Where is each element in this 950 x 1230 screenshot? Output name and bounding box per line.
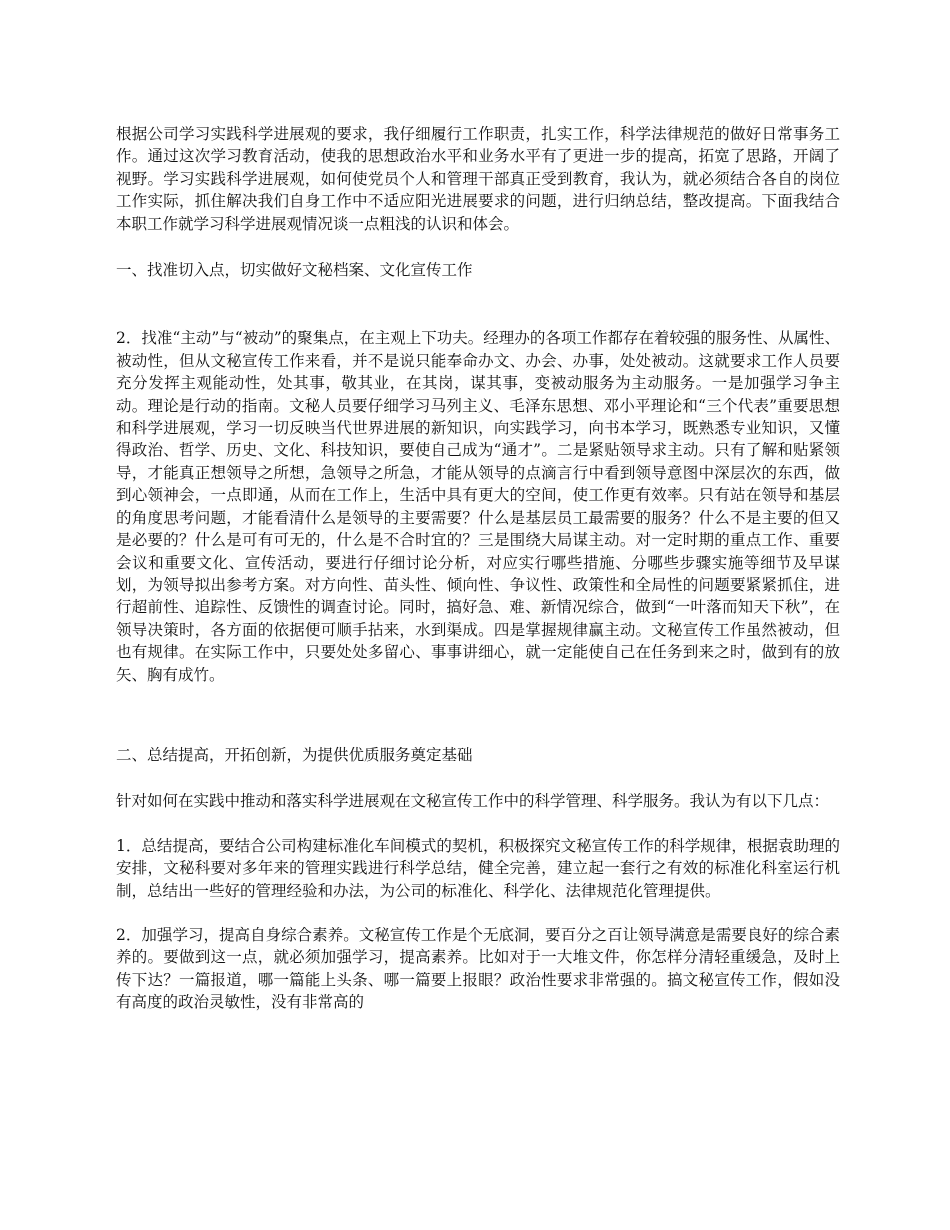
- blank-space: [116, 686, 840, 744]
- section-one-heading: 一、找准切入点，切实做好文秘档案、文化宣传工作: [116, 261, 473, 280]
- section-two-item-one-paragraph: 1．总结提高，要结合公司构建标准化车间模式的契机，积极探究文秘宣传工作的科学规律，根据袁助理的安排，文秘科要对多年来的管理实践进行科学总结，健全完善，建立起一套行之有效的标准化科室运行机制，总结出一些好的管理经验和办法，为公司的标准化、科学化、法律规范化管理提供。: [116, 836, 840, 900]
- section-two-intro-paragraph: 针对如何在实践中推动和落实科学进展观在文秘宣传工作中的科学管理、科学服务。我认为有以下几点：: [116, 792, 830, 811]
- intro-paragraph: 根据公司学习实践科学进展观的要求，我仔细履行工作职责，扎实工作，科学法律规范的做好日常事务工作。通过这次学习教育活动，使我的思想政治水平和业务水平有了更进一步的提高，拓宽了思路，开阔了视野。学习实践科学进展观，如何使党员个人和管理干部真正受到教育，我认为，就必须结合各自的岗位工作实际，抓住解决我们自身工作中不适应阳光进展要求的问题，进行归纳总结，整改提高。下面我结合本职工作就学习科学进展观情况谈一点粗浅的认识和体会。: [116, 125, 840, 233]
- section-two-item-two-paragraph: 2．加强学习，提高自身综合素养。文秘宣传工作是个无底洞，要百分之百让领导满意是需要良好的综合素养的。要做到这一点，就必须加强学习，提高素养。比如对于一大堆文件，你怎样分清轻重缓急，及时上传下达？一篇报道，哪一篇能上头条、哪一篇要上报眼？政治性要求非常强的。搞文秘宣传工作，假如没有高度的政治灵敏性，没有非常高的: [116, 925, 840, 1012]
- section-one-item-two-paragraph: 2．找准“主动”与“被动”的聚集点，在主观上下功夫。经理办的各项工作都存在着较强的服务性、从属性、被动性，但从文秘宣传工作来看，并不是说只能奉命办文、办会、办事，处处被动。这就要求工作人员要充分发挥主观能动性，处其事，敬其业，在其岗，谋其事，变被动服务为主动服务。一是加强学习争主动。理论是行动的指南。文秘人员要仔细学习马列主义、毛泽东思想、邓小平理论和“三个代表”重要思想和科学进展观，学习一切反映当代世界进展的新知识，向实践学习，向书本学习，既熟悉专业知识，又懂得政治、哲学、历史、文化、科技知识，要使自己成为“通才”。二是紧贴领导求主动。只有了解和贴紧领导，才能真正想领导之所想，急领导之所急，才能从领导的点滴言行中看到领导意图中深层次的东西，做到心领神会，一点即通，从而在工作上，生活中具有更大的空间，使工作更有效率。只有站在领导和基层的角度思考问题，才能看清什么是领导的主要需要？什么是基层员工最需要的服务？什么不是主要的但又是必要的？什么是可有可无的，什么是不合时宜的？三是围绕大局谋主动。对一定时期的重点工作、重要会议和重要文化、宣传活动，要进行仔细讨论分析，对应实行哪些措施、分哪些步骤实施等细节及早谋划，为领导拟出参考方案。对方向性、苗头性、倾向性、争议性、政策性和全局性的问题要紧紧抓住，进行超前性、追踪性、反馈性的调查讨论。同时，搞好急、难、新情况综合，做到“一叶落而知天下秋”，在领导决策时，各方面的依据便可顺手拈来，水到渠成。四是掌握规律赢主动。文秘宣传工作虽然被动，但也有规律。在实际工作中，只要处处多留心、事事讲细心，就一定能使自己在任务到来之时，做到有的放矢、胸有成竹。: [116, 329, 840, 684]
- section-two-heading: 二、总结提高，开拓创新，为提供优质服务奠定基础: [116, 745, 473, 764]
- document-page: [116, 123, 840, 1014]
